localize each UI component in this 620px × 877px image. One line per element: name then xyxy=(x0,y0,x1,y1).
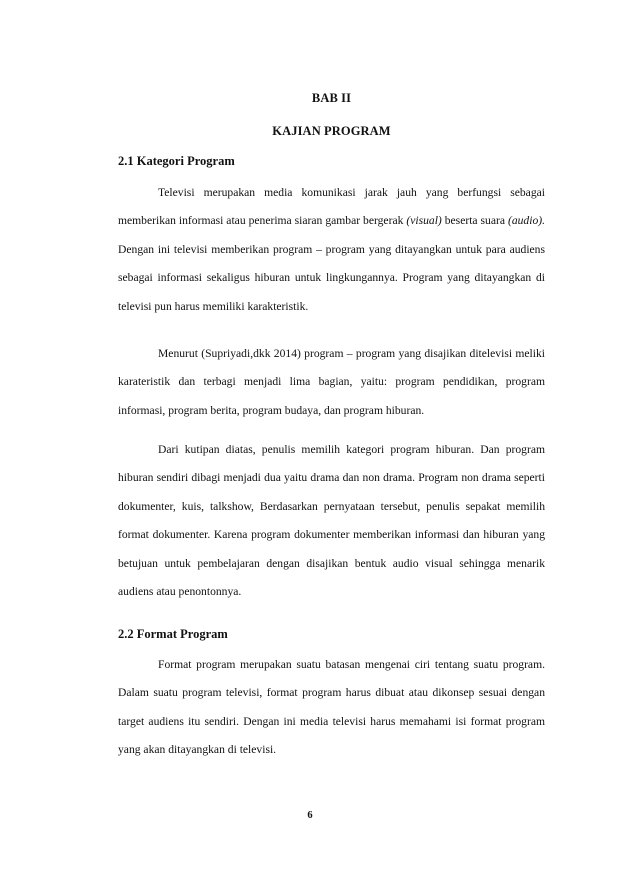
section-heading-format: 2.2 Format Program xyxy=(118,627,228,641)
chapter-label: BAB II xyxy=(311,91,352,105)
paragraph-kutipan: Dari kutipan diatas, penulis memilih kategori program hiburan. Dan program hiburan sendiri dibagi menjadi dua yaitu drama dan non drama. Program non drama seperti dokumenter, kuis, talkshow, Berdasarkan pernyataan tersebut, penulis sepakat memilih format dokumenter. Karena program dokumenter memberikan informasi dan hiburan yang betujuan untuk pembelajaran dengan disajikan bentuk audio visual sehingga menarik audiens atau penontonnya. xyxy=(118,443,545,599)
term-audio: (audio). xyxy=(507,214,545,228)
paragraph-televisi xyxy=(118,179,545,321)
section-heading-kategori: 2.1 Kategori Program xyxy=(118,154,235,168)
term-visual: (visual) xyxy=(406,214,442,228)
paragraph-menurut: Menurut (Supriyadi,dkk 2014) program – program yang disajikan ditelevisi meliki karateristik dan terbagi menjadi lima bagian, yaitu: program pendidikan, program informasi, program berita, program budaya, dan program hiburan. xyxy=(118,347,545,417)
page-number: 6 xyxy=(307,810,313,821)
paragraph-format: Format program merupakan suatu batasan mengenai ciri tentang suatu program. Dalam suatu program televisi, format program harus dibuat atau dikonsep sesuai dengan target audiens itu sendiri. Dengan ini media televisi harus memahami isi format program yang akan ditayangkan di televisi. xyxy=(118,658,545,757)
paragraph-televisi-text-c: beserta suara xyxy=(441,214,508,228)
chapter-title: KAJIAN PROGRAM xyxy=(272,124,391,138)
paragraph-televisi-text-e: Dengan ini televisi memberikan program – program yang ditayangkan untuk para audiens sebagai informasi sekaligus hiburan untuk lingkungannya. Program yang ditayangkan di televisi pun harus memiliki karakteristik. xyxy=(118,242,545,313)
paragraph-televisi-text-a: Televisi merupakan media komunikasi jarak jauh yang berfungsi sebagai memberikan informasi atau penerima siaran gambar bergerak xyxy=(118,186,545,228)
